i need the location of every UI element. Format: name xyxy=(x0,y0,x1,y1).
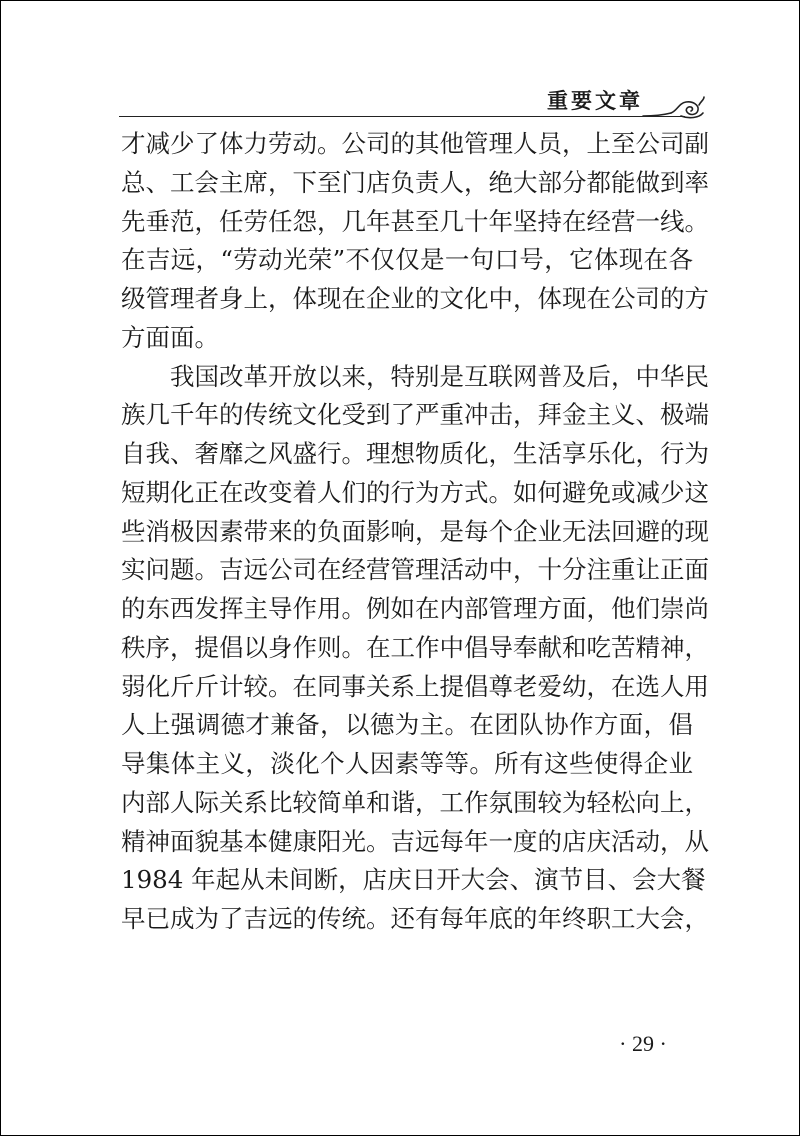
text-line: 1984 年起从未间断，店庆日开大会、演节目、会大餐 xyxy=(121,865,706,895)
text-line: 导集体主义，淡化个人因素等等。所有这些使得企业 xyxy=(121,749,693,778)
text-line: 在吉远，“劳动光荣”不仅仅是一句口号，它体现在各 xyxy=(121,245,693,275)
text-line: 的东西发挥主导作用。例如在内部管理方面，他们崇尚 xyxy=(121,594,709,623)
header-title: 重要文章 xyxy=(547,89,643,113)
text-line: 族几千年的传统文化受到了严重冲击，拜金主义、极端 xyxy=(121,400,709,430)
text-line: 些消极因素带来的负面影响，是每个企业无法回避的现 xyxy=(121,516,709,546)
text-line: 人上强调德才兼备，以德为主。在团队协作方面，倡 xyxy=(121,710,693,740)
running-header xyxy=(119,79,705,121)
text-line: 总、工会主席，下至门店负责人，绝大部分都能做到率 xyxy=(121,167,709,197)
text-line: 级管理者身上，体现在企业的文化中，体现在公司的方 xyxy=(121,284,709,313)
text-line: 早已成为了吉远的传统。还有每年底的年终职工大会， xyxy=(121,904,709,933)
page-number: · 29 · xyxy=(619,1031,667,1056)
text-line: 方面面。 xyxy=(121,322,219,352)
text-line: 弱化斤斤计较。在同事关系上提倡尊老爱幼，在选人用 xyxy=(121,671,709,701)
cloud-ornament-icon xyxy=(641,91,705,121)
text-line: 短期化正在改变着人们的行为方式。如何避免或减少这 xyxy=(121,477,709,507)
text-line: 秩序，提倡以身作则。在工作中倡导奉献和吃苦精神， xyxy=(121,632,709,662)
text-line: 精神面貌基本健康阳光。吉远每年一度的店庆活动，从 xyxy=(121,826,709,856)
body-text xyxy=(121,125,709,939)
text-line: 自我、奢靡之风盛行。理想物质化，生活享乐化，行为 xyxy=(121,439,709,468)
header-rule xyxy=(119,116,685,117)
text-line: 实问题。吉远公司在经营管理活动中，十分注重让正面 xyxy=(121,555,709,585)
text-line: 内部人际关系比较简单和谐，工作氛围较为轻松向上， xyxy=(121,787,709,817)
text-line: 我国改革开放以来，特别是互联网普及后，中华民 xyxy=(121,361,709,391)
text-line: 才减少了体力劳动。公司的其他管理人员，上至公司副 xyxy=(121,129,709,158)
text-line: 先垂范，任劳任怨，几年甚至几十年坚持在经营一线。 xyxy=(121,206,709,236)
